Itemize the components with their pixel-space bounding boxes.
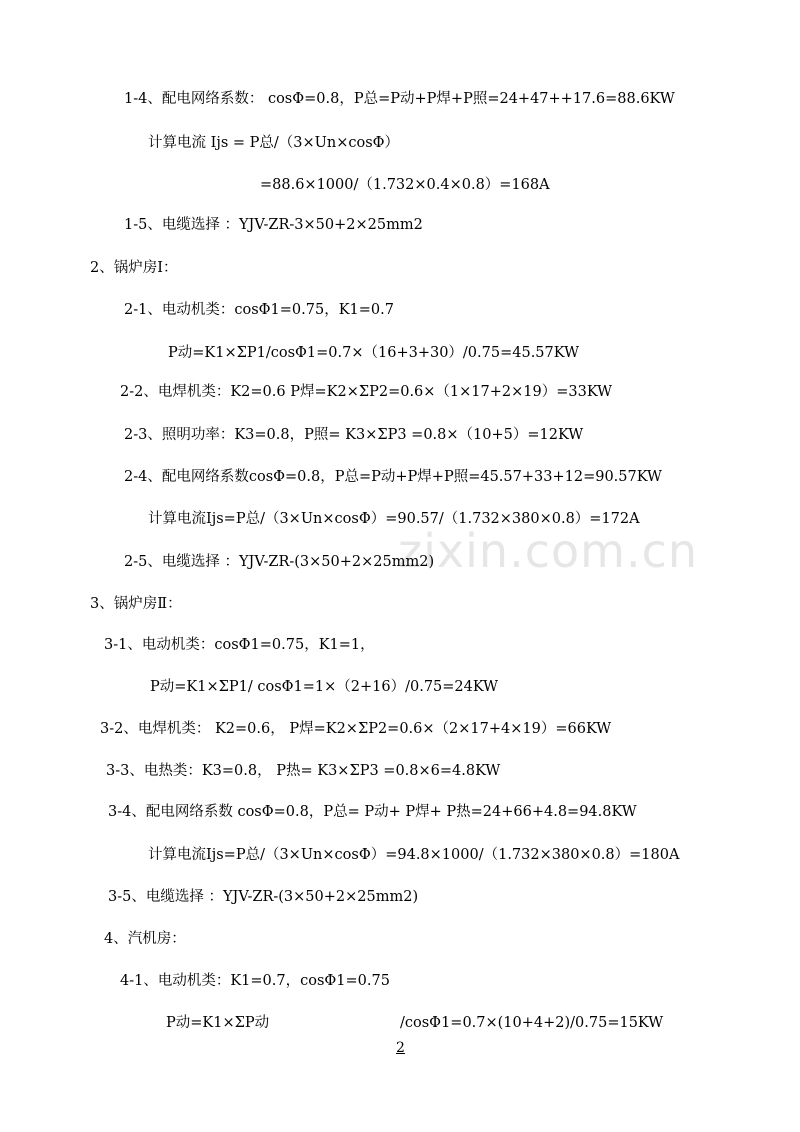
text-line-3-1: 3-1、电动机类：cosΦ1=0.75，K1=1， bbox=[104, 637, 375, 653]
text-line-3-4: 3-4、配电网络系数 cosΦ=0.8，P总= P动+ P焊+ P热=24+66+4.8=94.8KW bbox=[108, 804, 637, 820]
text-line-3-3: 3-3、电热类：K3=0.8， P热= K3×ΣP3 =0.8×6=4.8KW bbox=[106, 763, 501, 779]
text-line-current-2: 计算电流Ijs=P总/（3×Un×cosΦ）=90.57/（1.732×380×0.8）=172A bbox=[148, 511, 640, 527]
text-line-3-5: 3-5、电缆选择 ：YJV-ZR-(3×50+2×25mm2) bbox=[108, 889, 419, 905]
text-line-current-3: 计算电流Ijs=P总/（3×Un×cosΦ）=94.8×1000/（1.732×380×0.8）=180A bbox=[148, 847, 680, 863]
text-line-3-2: 3-2、电焊机类： K2=0.6， P焊=K2×ΣP2=0.6×（2×17+4×19）=66KW bbox=[100, 721, 612, 737]
text-line-2-5: 2-5、电缆选择 ：YJV-ZR-(3×50+2×25mm2) bbox=[124, 554, 435, 570]
text-line-2-3: 2-3、照明功率：K3=0.8，P照= K3×ΣP3 =0.8×（10+5）=12KW bbox=[124, 427, 584, 443]
text-line-p-motor-2: P动=K1×ΣP1/cosΦ1=0.7×（16+3+30）/0.75=45.57KW bbox=[168, 345, 579, 361]
text-line-p-motor-4a: P动=K1×ΣP动 bbox=[166, 1015, 270, 1031]
section-heading-3: 3、锅炉房Ⅱ： bbox=[90, 596, 182, 612]
text-line-p-motor-4b: /cosΦ1=0.7×(10+4+2)/0.75=15KW bbox=[400, 1015, 664, 1031]
page-number: 2 bbox=[396, 1040, 405, 1056]
text-line-2-1: 2-1、电动机类：cosΦ1=0.75，K1=0.7 bbox=[124, 302, 394, 318]
text-line-p-motor-3: P动=K1×ΣP1/ cosΦ1=1×（2+16）/0.75=24KW bbox=[150, 679, 499, 695]
text-line-1-5: 1-5、电缆选择 ：YJV-ZR-3×50+2×25mm2 bbox=[124, 217, 423, 233]
text-line-2-2: 2-2、电焊机类：K2=0.6 P焊=K2×ΣP2=0.6×（1×17+2×19）=33KW bbox=[120, 384, 613, 400]
text-line-2-4: 2-4、配电网络系数cosΦ=0.8，P总=P动+P焊+P照=45.57+33+12=90.57KW bbox=[124, 469, 662, 485]
text-line-1-4: 1-4、配电网络系数： cosΦ=0.8，P总=P动+P焊+P照=24+47++17.6=88.6KW bbox=[124, 91, 675, 107]
section-heading-4: 4、汽机房： bbox=[104, 931, 186, 947]
section-heading-2: 2、锅炉房Ⅰ： bbox=[90, 260, 178, 276]
text-line-current-1: 计算电流 Ijs = P总/（3×Un×cosΦ） bbox=[148, 135, 400, 151]
text-line-4-1: 4-1、电动机类：K1=0.7，cosΦ1=0.75 bbox=[120, 973, 390, 989]
text-line-result-1: =88.6×1000/（1.732×0.4×0.8）=168A bbox=[260, 177, 550, 193]
watermark: zixin.com.cn bbox=[398, 524, 699, 578]
